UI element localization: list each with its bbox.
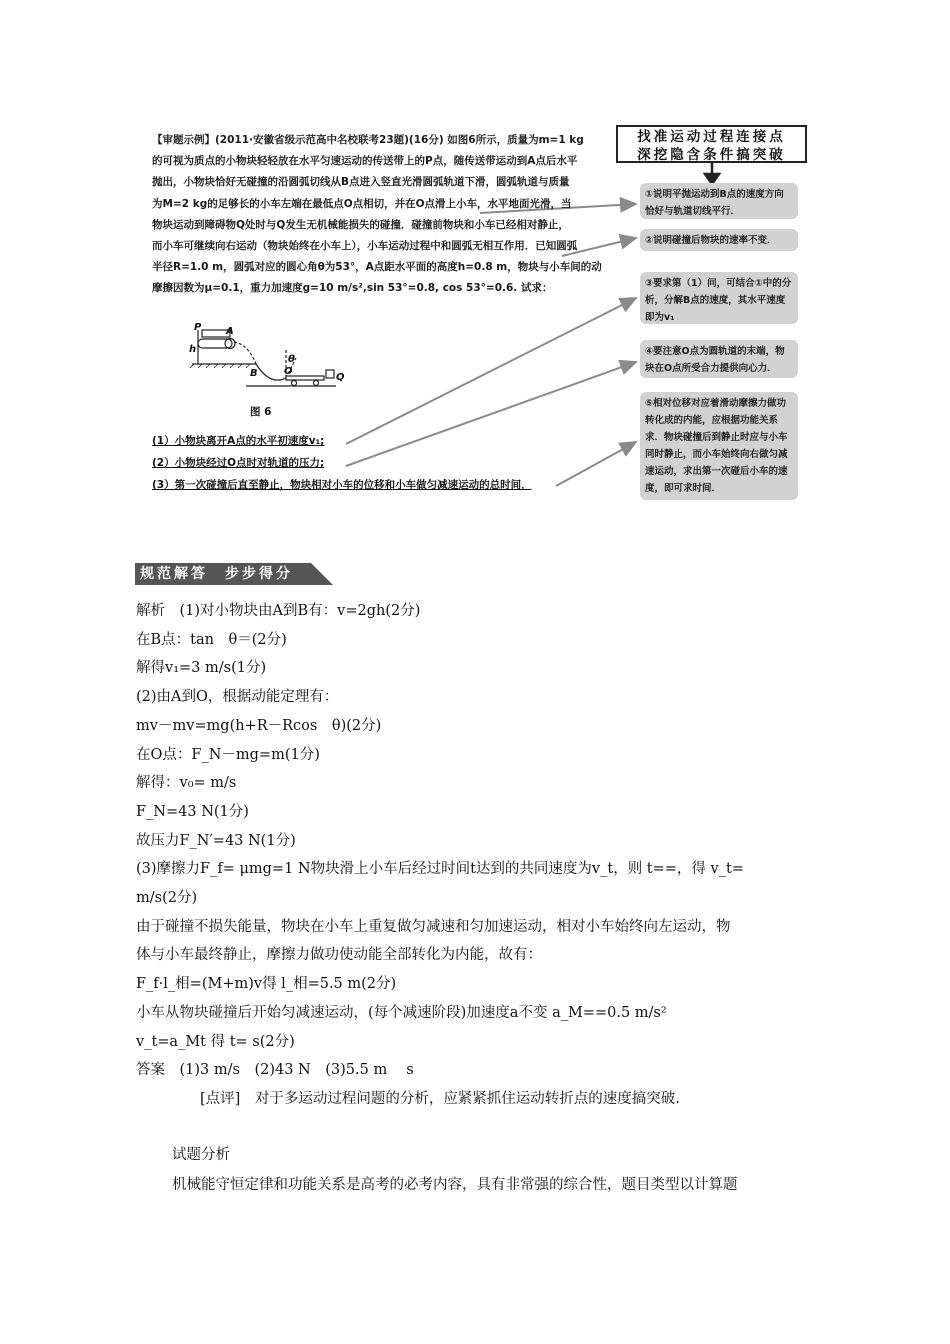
solution-line: 在O点：F_N－mg=m(1分) xyxy=(136,746,320,763)
question-1: (1）小物块离开A点的水平初速度v₁; xyxy=(152,435,325,447)
solution-line: (3)摩擦力F_f= μmg=1 N物块滑上小车后经过时间t达到的共同速度为v_t，则 t==，得 v_t= xyxy=(136,861,744,878)
problem-line: 为M=2 kg的足够长的小车左端在最低点O点相切，并在O点滑上小车，水平地面光滑，当 xyxy=(152,197,572,210)
note-3: ③要求第（1）问，可结合①中的分析，分解B点的速度，其水平速度即为v₁ xyxy=(640,272,798,324)
side-header-line2: 深挖隐含条件搞突破 xyxy=(637,147,786,163)
label-P: P xyxy=(194,322,202,333)
question-3: (3）第一次碰撞后直至静止，物块相对小车的位移和小车做匀减速运动的总时间． xyxy=(152,479,532,491)
label-Q: Q xyxy=(336,372,345,383)
solution-line: 解得：v₀= m/s xyxy=(136,775,237,792)
question-2: (2）小物块经过O点时对轨道的压力; xyxy=(152,457,325,469)
solution-line: 小车从物块碰撞后开始匀减速运动，(每个减速阶段)加速度a不变 a_M==0.5 m/s² xyxy=(136,1004,667,1021)
solution-line: 故压力F_N′=43 N(1分) xyxy=(136,832,296,849)
side-header-line1: 找准运动过程连接点 xyxy=(637,129,786,145)
question-list xyxy=(152,430,532,496)
solution-line: F_N=43 N(1分) xyxy=(136,803,249,820)
problem-line: 物块运动到障碍物Q处时与Q发生无机械能损失的碰撞．碰撞前物块和小车已经相对静止， xyxy=(152,218,569,231)
problem-line: 的可视为质点的小物块轻轻放在水平匀速运动的传送带上的P点，随传送带运动到A点后水平 xyxy=(152,155,578,168)
problem-line: 半径R=1.0 m，圆弧对应的圆心角θ为53°，A点距水平面的高度h=0.8 m，物块与小车间的动 xyxy=(152,261,602,274)
note-5: ⑤相对位移对应着滑动摩擦力做功转化成的内能，应根据功能关系求．物块碰撞后到静止时应与小车同时静止，而小车始终向右做匀减速运动，求出第一次碰后小车的速度，即可求时间． xyxy=(640,392,798,500)
analysis-title: 试题分析 xyxy=(172,1147,230,1163)
label-B: B xyxy=(250,368,258,379)
solution-line: mv－mv=mg(h+R－Rcos θ)(2分) xyxy=(136,717,382,734)
analysis-block xyxy=(172,1140,832,1200)
section-banner: 规范解答 步步得分 xyxy=(140,566,293,582)
note-4: ④要注意O点为圆轨道的末端，物块在O点所受合力提供向心力． xyxy=(640,340,798,378)
side-header-box xyxy=(616,125,807,163)
problem-statement xyxy=(152,130,620,300)
solution-line: F_f·l_相=(M+m)v得 l_相=5.5 m(2分) xyxy=(136,976,397,993)
label-A: A xyxy=(226,326,234,337)
note-2: ②说明碰撞后物块的速率不变． xyxy=(640,229,798,251)
solution-line: v_t=a_Mt 得 t= s(2分) xyxy=(136,1033,295,1050)
arrow-5 xyxy=(556,442,636,486)
arrow-3 xyxy=(346,298,636,444)
problem-line: 抛出，小物块恰好无碰撞的沿圆弧切线从B点进入竖直光滑圆弧轨道下滑，圆弧轨道与质量 xyxy=(152,176,570,189)
analysis-text: 机械能守恒定律和功能关系是高考的必考内容，具有非常强的综合性，题目类型以计算题 xyxy=(172,1177,738,1193)
solution-block xyxy=(136,597,826,1114)
problem-line: 而小车可继续向右运动（物块始终在小车上），小车运动过程中和圆弧无相互作用．已知圆弧 xyxy=(152,240,578,253)
figure-caption: 图 6 xyxy=(250,406,272,418)
solution-line: 在B点：tan θ＝(2分) xyxy=(136,631,287,648)
note-1: ①说明平抛运动到B点的速度方向恰好与轨道切线平行． xyxy=(640,183,798,219)
solution-line: m/s(2分) xyxy=(136,890,198,907)
label-O: O xyxy=(284,366,293,377)
problem-line: 【审题示例】(2011·安徽省级示范高中名校联考23题)(16分) 如图6所示，质量为m=1 kg xyxy=(152,134,584,146)
solution-line: (2)由A到O，根据动能定理有： xyxy=(136,689,339,706)
label-h: h xyxy=(189,344,197,355)
label-theta: θ xyxy=(288,354,295,365)
solution-line: 解析 (1)对小物块由A到B有：v=2gh(2分) xyxy=(136,603,421,619)
comment-line: [点评] 对于多运动过程问题的分析，应紧紧抓住运动转折点的速度搞突破. xyxy=(200,1090,680,1107)
solution-line: 体与小车最终静止，摩擦力做功使动能全部转化为内能，故有： xyxy=(136,947,542,964)
answer-line: 答案 (1)3 m/s (2)43 N (3)5.5 m s xyxy=(136,1062,414,1079)
problem-line: 摩擦因数为μ=0.1，重力加速度g=10 m/s²,sin 53°=0.8, cos 53°=0.6. 试求： xyxy=(152,282,553,295)
solution-line: 由于碰撞不损失能量，物块在小车上重复做匀减速和匀加速运动，相对小车始终向左运动，物 xyxy=(136,918,731,935)
solution-line: 解得v₁=3 m/s(1分) xyxy=(136,660,267,677)
